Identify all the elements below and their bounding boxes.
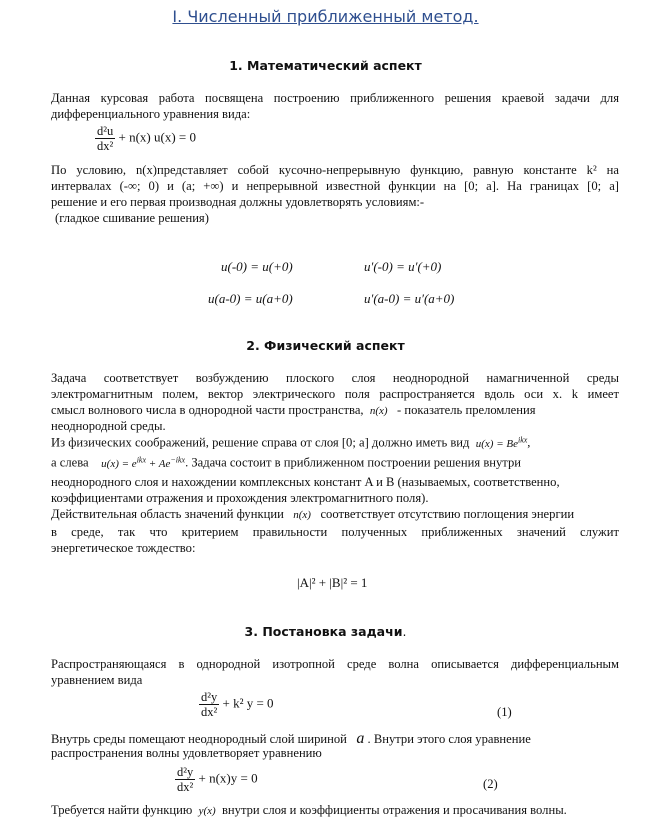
page-title: I. Численный приближенный метод. — [172, 7, 479, 26]
section-1-paragraph-1: Данная курсовая работа посвящена построению приближенного решения краевой задачи для дифференциального уравнения вида: — [51, 91, 619, 121]
equation-1: $\frac{\text{d²y}}{\text{dx²}}$ + k² y = 0 — [201, 690, 274, 719]
equation-rest: + n(x) u(x) = 0 — [118, 129, 196, 145]
section-1-line-3: решение и его первая производная должны удовлетворять условиям:- — [51, 195, 425, 209]
equation-numerator: d²u — [97, 124, 114, 138]
left-solution-formula: $u(x) = e^{ikx} + Ae^{-ikx}$ — [101, 455, 186, 470]
section-2-line-11: энергетическое тождество: — [51, 541, 196, 555]
section-1-line-2: интервалах (-∞; 0) и (a; +∞) и непрерывной известной функции на [0; a]. На границах [0; a] — [51, 179, 619, 193]
section-2-line-8: коэффициентами отражения и прохождения электромагнитного поля). — [51, 491, 429, 505]
section-2-line-5: Из физических соображений, решение справа от слоя [0; a] должно иметь вид $u(x) = Be^{ikx}$, — [51, 435, 531, 450]
section-2-heading: 2. Физический аспект — [246, 338, 405, 353]
section-1-heading: 1. Математический аспект — [229, 58, 422, 73]
equation-1-label: (1) — [497, 705, 512, 719]
section-2-line-1: Задача соответствует возбуждению плоского слоя неоднородной намагниченной среды — [51, 371, 619, 385]
condition-2: u′(-0) = u′(+0) — [364, 259, 442, 274]
y-of-x: y(x) — [198, 805, 216, 817]
right-solution-formula: $u(x) = Be^{ikx}$ — [475, 435, 528, 450]
condition-4: u′(a-0) = u′(a+0) — [364, 291, 455, 306]
section-3-heading: 3. Постановка задачи. — [244, 624, 407, 639]
section-2-line-6: а слева $u(x) = e^{ikx} + Ae^{-ikx}$. Задача состоит в приближенном построении решения внутри — [51, 455, 521, 470]
section-3-line-3: Внутрь среды помещают неоднородный слой шириной a . Внутри этого слоя уравнение — [51, 730, 531, 747]
section-2-line-9: Действительная область значений функции n(x) соответствует отсутствию поглощения энергии — [51, 507, 575, 521]
section-3-line-5: Требуется найти функцию y(x) внутри слоя и коэффициенты отражения и просачивания волны. — [51, 803, 567, 817]
section-2-line-4: неоднородной среды. — [51, 419, 166, 433]
section-3-line-1: Распространяющаяся в однородной изотропной среде волна описывается дифференциальным — [51, 657, 619, 671]
condition-1: u(-0) = u(+0) — [221, 259, 293, 274]
equation-2-label: (2) — [483, 777, 498, 791]
section-2-line-3: смысл волнового числа в однородной части пространства, n(x) - показатель преломления — [51, 403, 536, 417]
equation-1-fraction: $\frac{\text{d²y}}{\text{dx²}}$ — [201, 690, 218, 719]
n-of-x-2: n(x) — [293, 509, 311, 521]
equation-2: $\frac{\text{d²y}}{\text{dx²}}$ + n(x)y = 0 — [177, 765, 258, 794]
section-3-line-2: уравнением вида — [51, 673, 143, 687]
section-1-line-4: (гладкое сшивание решения) — [55, 211, 209, 225]
section-2-line-2: электромагнитным полем, вектор электрического поля распространяется вдоль оси x. k имеет — [51, 387, 619, 401]
section-3-line-4: распространения волны удовлетворяет уравнению — [51, 746, 322, 760]
condition-3: u(a-0) = u(a+0) — [208, 291, 293, 306]
section-2-line-7: неоднородного слоя и нахождении комплексных констант A и B (называемых, соответственно, — [51, 475, 560, 489]
equation-2-fraction: $\frac{\text{d²y}}{\text{dx²}}$ — [177, 765, 194, 794]
energy-identity: |A|² + |B|² = 1 — [297, 575, 368, 590]
layer-width: a — [356, 730, 365, 747]
equation-fraction — [95, 124, 115, 153]
section-2-line-10: в среде, так что критерием правильности полученных приближенных значений служит — [51, 525, 619, 539]
n-of-x: n(x) — [369, 405, 388, 417]
equation-denominator: dx² — [97, 139, 114, 153]
section-1-line-1: По условию, n(x)представляет собой кусочно-непрерывную функцию, равную константе k² на — [51, 163, 619, 177]
section-1-equation — [95, 124, 196, 153]
